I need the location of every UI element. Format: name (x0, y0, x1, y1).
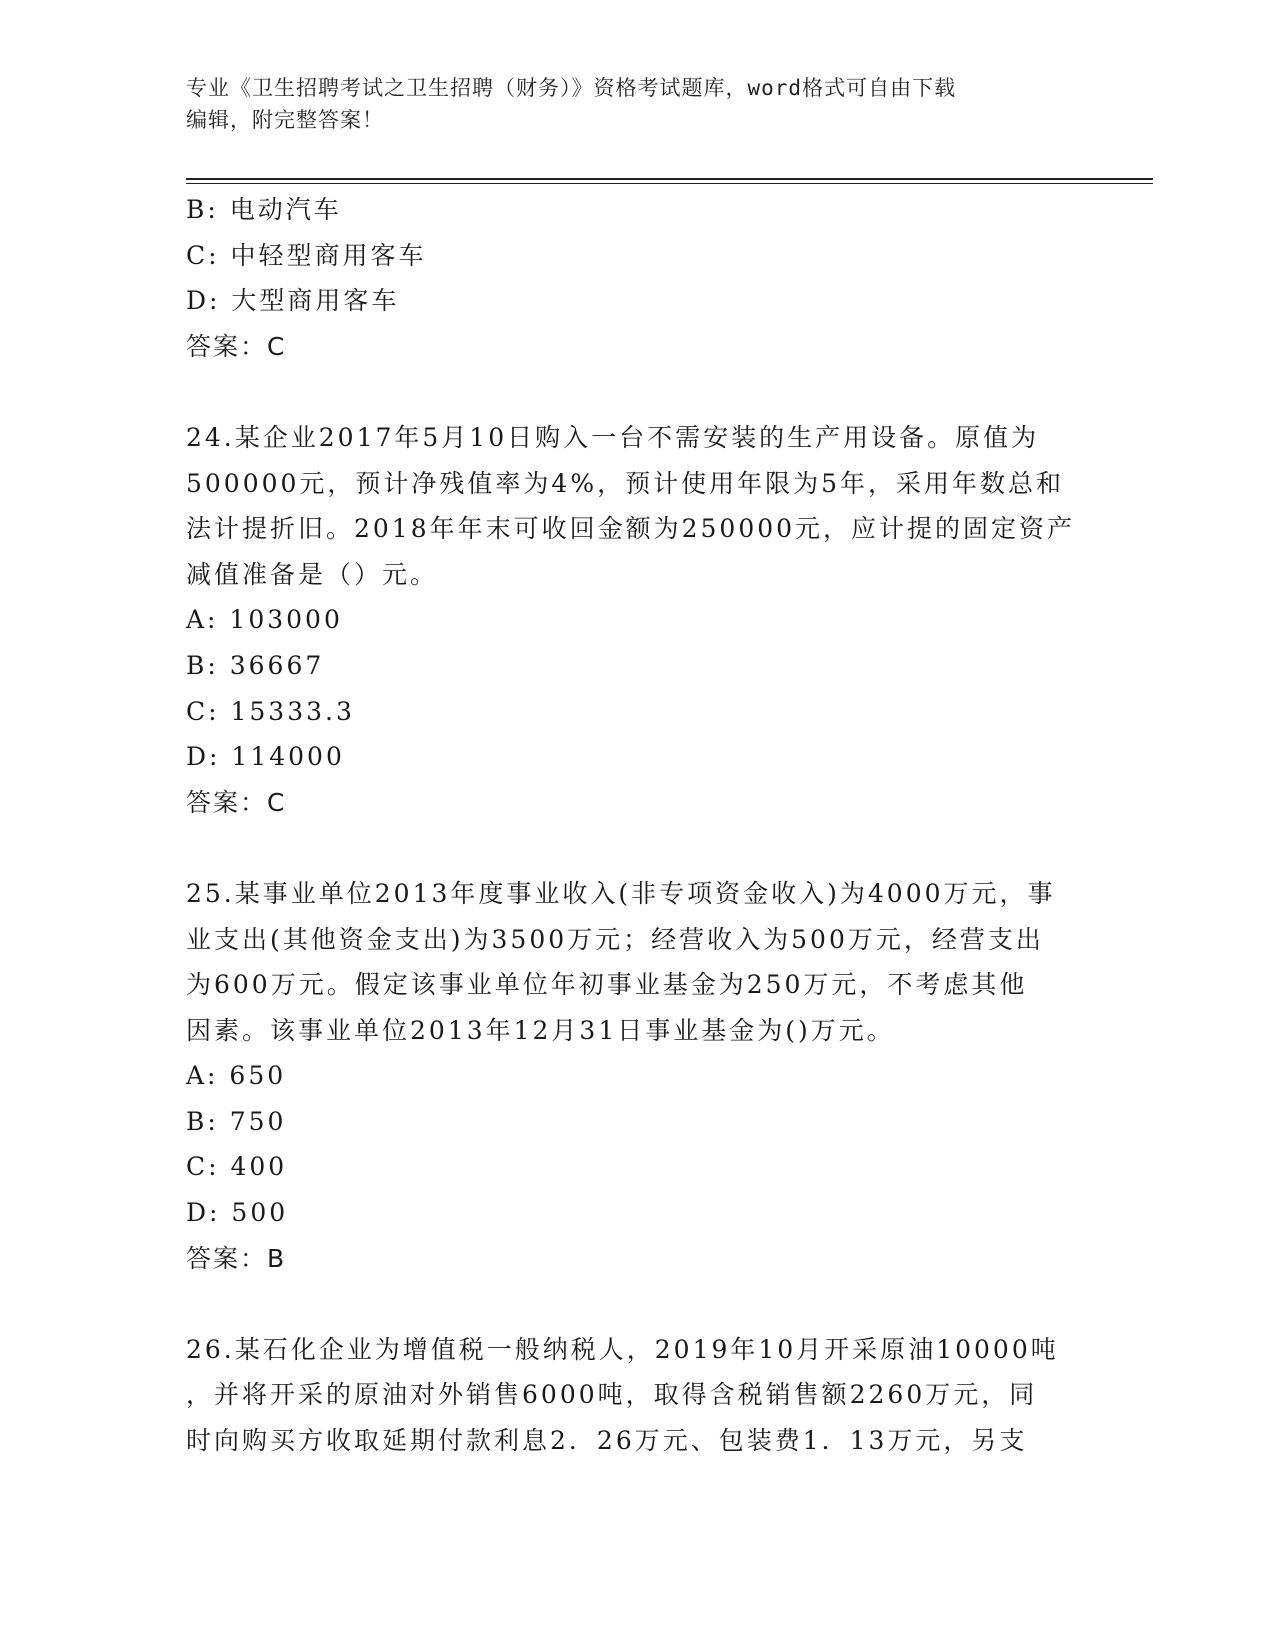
question-text: 500000元，预计净残值率为4%，预计使用年限为5年，采用年数总和 (186, 468, 1065, 498)
question-text: 因素。该事业单位2013年12月31日事业基金为()万元。 (186, 1015, 895, 1045)
option-b: B: 36667 (186, 650, 325, 680)
question-text: 25.某事业单位2013年度事业收入(非专项资金收入)为4000万元，事 (186, 878, 1056, 908)
question-text: ，并将开采的原油对外销售6000吨，取得含税销售额2260万元，同 (186, 1380, 1038, 1410)
question-text: 为600万元。假定该事业单位年初事业基金为250万元，不考虑其他 (186, 970, 1028, 1000)
option-c: C: 400 (186, 1152, 288, 1182)
prev-question (186, 187, 1086, 369)
option-c: C: 中轻型商用客车 (186, 240, 427, 270)
header-rule-thick (186, 178, 1153, 180)
option-c: C: 15333.3 (186, 696, 355, 726)
spacer (186, 825, 1086, 871)
spacer (186, 369, 1086, 415)
answer: 答案：B (186, 1243, 287, 1273)
answer: 答案：C (186, 331, 287, 361)
option-b: B: 750 (186, 1106, 287, 1136)
document-header (186, 72, 1086, 136)
answer: 答案：C (186, 787, 287, 817)
question-text: 26.某石化企业为增值税一般纳税人，2019年10月开采原油10000吨 (186, 1334, 1059, 1364)
question-text: 时向购买方收取延期付款利息2．26万元、包装费1．13万元，另支 (186, 1426, 1028, 1456)
header-line-2: 编辑，附完整答案！ (186, 108, 384, 132)
option-a: A: 103000 (186, 605, 343, 635)
spacer (186, 1281, 1086, 1327)
question-text: 业支出(其他资金支出)为3500万元；经营收入为500万元，经营支出 (186, 924, 1044, 954)
option-d: D: 114000 (186, 742, 345, 772)
header-line-1: 专业《卫生招聘考试之卫生招聘（财务）》资格考试题库，word格式可自由下载 (186, 76, 957, 100)
option-a: A: 650 (186, 1061, 287, 1091)
question-text: 法计提折旧。2018年年末可收回金额为250000元，应计提的固定资产 (186, 514, 1076, 544)
option-b: B: 电动汽车 (186, 195, 342, 224)
question-26 (186, 1327, 1086, 1464)
question-24 (186, 415, 1086, 825)
option-d: D: 500 (186, 1198, 289, 1228)
header-rule-thin (186, 183, 1153, 184)
question-text: 24.某企业2017年5月10日购入一台不需安装的生产用设备。原值为 (186, 422, 1040, 452)
option-d: D: 大型商用客车 (186, 286, 400, 316)
question-text: 减值准备是（）元。 (186, 559, 439, 589)
question-25 (186, 871, 1086, 1281)
document-body (186, 187, 1086, 1464)
